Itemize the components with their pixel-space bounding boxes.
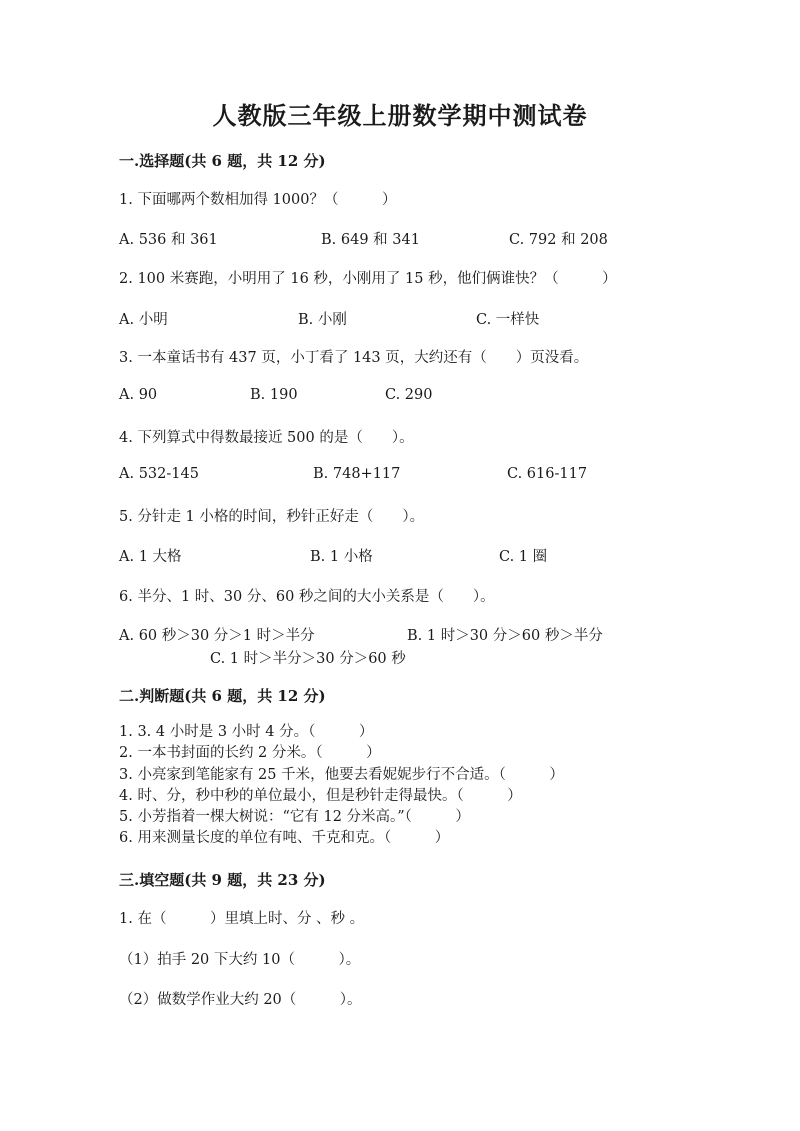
option-c: C. 290 — [385, 387, 433, 403]
option-b: B. 1 小格 — [310, 549, 373, 565]
option-b: B. 1 时＞30 分＞60 秒＞半分 — [407, 628, 603, 644]
option-c: C. 616-117 — [507, 466, 588, 482]
option-b: B. 649 和 341 — [321, 232, 420, 248]
question-stem: 4. 下列算式中得数最接近 500 的是（ ）。 — [119, 430, 414, 446]
judge-item: 2. 一本书封面的长约 2 分米。（ ） — [119, 745, 381, 761]
fill-question: 1. 在（ ）里填上时、分 、秒 。 — [119, 911, 365, 927]
question-stem: 2. 100 米赛跑，小明用了 16 秒，小刚用了 15 秒，他们俩谁快？（ ） — [119, 271, 617, 287]
option-a: A. 小明 — [119, 312, 168, 328]
judge-item: 1. 3. 4 小时是 3 小时 4 分。（ ） — [119, 724, 374, 740]
section-heading-choice: 一.选择题(共 6 题，共 12 分) — [119, 152, 326, 170]
option-b: B. 小刚 — [298, 312, 347, 328]
option-c: C. 792 和 208 — [509, 232, 608, 248]
section-heading-fill: 三.填空题(共 9 题，共 23 分) — [119, 871, 326, 889]
fill-subquestion: （2）做数学作业大约 20（ ）。 — [119, 992, 362, 1008]
option-c: C. 1 圈 — [499, 549, 548, 565]
option-a: A. 536 和 361 — [119, 232, 218, 248]
fill-subquestion: （1）拍手 20 下大约 10（ ）。 — [119, 952, 361, 968]
judge-item: 4. 时、分，秒中秒的单位最小，但是秒针走得最快。（ ） — [119, 788, 522, 804]
question-stem: 6. 半分、1 时、30 分、60 秒之间的大小关系是（ ）。 — [119, 589, 495, 605]
question-stem: 1. 下面哪两个数相加得 1000？（ ） — [119, 192, 397, 208]
section-heading-judge: 二.判断题(共 6 题，共 12 分) — [119, 687, 326, 705]
exam-title: 人教版三年级上册数学期中测试卷 — [212, 101, 588, 130]
question-stem: 3. 一本童话书有 437 页，小丁看了 143 页，大约还有（ ）页没看。 — [119, 350, 589, 366]
option-a: A. 532-145 — [119, 466, 199, 482]
judge-item: 6. 用来测量长度的单位有吨、千克和克。（ ） — [119, 830, 450, 846]
option-c: C. 1 时＞半分＞30 分＞60 秒 — [210, 651, 406, 667]
question-stem: 5. 分针走 1 小格的时间，秒针正好走（ ）。 — [119, 509, 425, 525]
option-a: A. 1 大格 — [119, 549, 182, 565]
option-b: B. 190 — [250, 387, 298, 403]
option-a: A. 90 — [119, 387, 158, 403]
option-b: B. 748+117 — [313, 466, 401, 482]
option-a: A. 60 秒＞30 分＞1 时＞半分 — [119, 628, 315, 644]
judge-item: 5. 小芳指着一棵大树说：“它有 12 分米高。”（ ） — [119, 809, 470, 825]
option-c: C. 一样快 — [476, 312, 540, 328]
judge-item: 3. 小亮家到笔能家有 25 千米，他要去看妮妮步行不合适。（ ） — [119, 767, 564, 783]
